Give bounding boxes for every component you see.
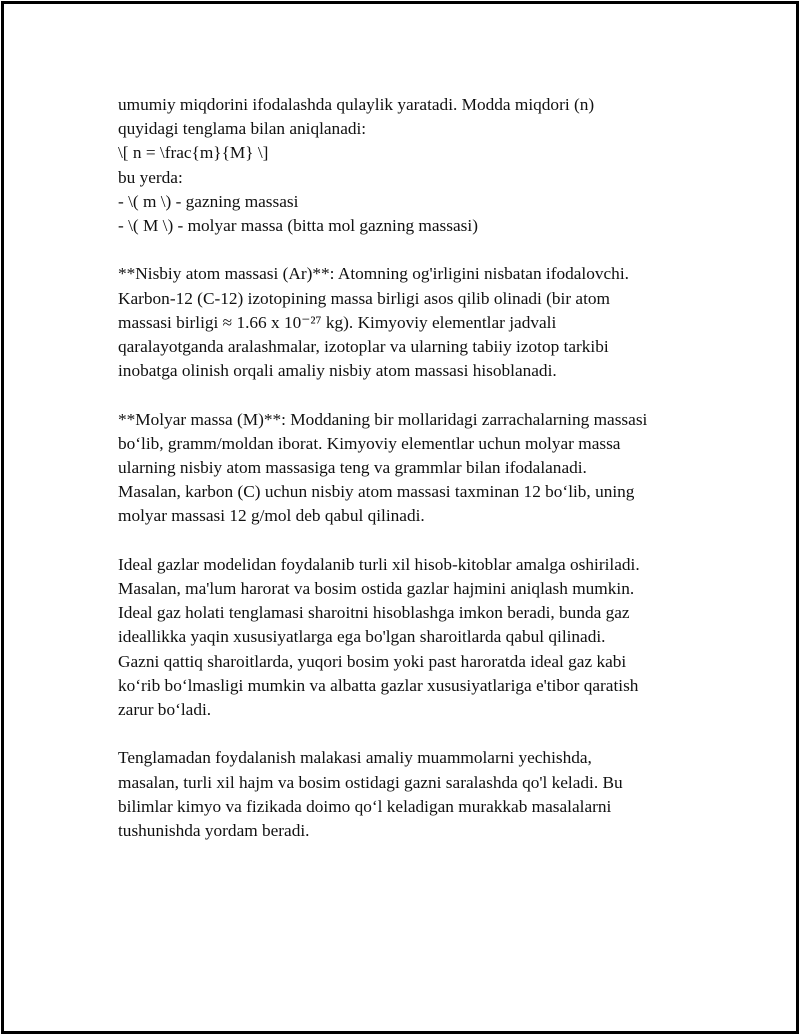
text-line: qaralayotganda aralashmalar, izotoplar va ularning tabiiy izotop tarkibi xyxy=(118,337,609,357)
text-line: ularning nisbiy atom massasiga teng va grammlar bilan ifodalanadi. xyxy=(118,458,587,478)
list-item: - \( m \) - gazning massasi xyxy=(118,191,299,211)
text-line: zarur bo‘ladi. xyxy=(118,700,212,720)
paragraph-ideal-gazlar xyxy=(118,553,698,722)
text-line: massasi birligi ≈ 1.66 x 10⁻²⁷ kg). Kimyoviy elementlar jadvali xyxy=(118,312,557,332)
paragraph-tenglamadan-foydalanish xyxy=(118,746,698,843)
text-line: bu yerda: xyxy=(118,167,183,187)
text-line: Ideal gazlar modelidan foydalanib turli xil hisob-kitoblar amalga oshiriladi. xyxy=(118,554,640,574)
text-line: quyidagi tenglama bilan aniqlanadi: xyxy=(118,119,367,139)
paragraph-modda-miqdori xyxy=(118,93,698,238)
text-line: molyar massasi 12 g/mol deb qabul qilinadi. xyxy=(118,506,425,526)
text-line: Masalan, ma'lum harorat va bosim ostida gazlar hajmini aniqlash mumkin. xyxy=(118,579,635,599)
document-body xyxy=(118,93,698,843)
text-line: Ideal gaz holati tenglamasi sharoitni hisoblashga imkon beradi, bunda gaz xyxy=(118,603,630,623)
text-line: Gazni qattiq sharoitlarda, yuqori bosim yoki past haroratda ideal gaz kabi xyxy=(118,651,627,671)
list-item: - \( M \) - molyar massa (bitta mol gazning massasi) xyxy=(118,216,478,236)
text-line: Karbon-12 (C-12) izotopining massa birligi asos qilib olinadi (bir atom xyxy=(118,288,610,308)
equation-line: \[ n = \frac{m}{M} \] xyxy=(118,143,269,163)
text-line: umumiy miqdorini ifodalashda qulaylik yaratadi. Modda miqdori (n) xyxy=(118,95,595,114)
text-line: ko‘rib bo‘lmasligi mumkin va albatta gazlar xususiyatlariga e'tibor qaratish xyxy=(118,675,639,695)
text-line: bilimlar kimyo va fizikada doimo qo‘l keladigan murakkab masalalarni xyxy=(118,796,612,816)
text-line: Tenglamadan foydalanish malakasi amaliy muammolarni yechishda, xyxy=(118,748,592,768)
text-line: Masalan, karbon (C) uchun nisbiy atom massasi taxminan 12 bo‘lib, uning xyxy=(118,482,635,502)
text-line: **Nisbiy atom massasi (Ar)**: Atomning og'irligini nisbatan ifodalovchi. xyxy=(118,264,629,284)
text-line: bo‘lib, gramm/moldan iborat. Kimyoviy elementlar uchun molyar massa xyxy=(118,433,621,453)
text-line: ideallikka yaqin xususiyatlarga ega bo'lgan sharoitlarda qabul qilinadi. xyxy=(118,627,606,647)
text-line: masalan, turli xil hajm va bosim ostidagi gazni saralashda qo'l keladi. Bu xyxy=(118,772,623,792)
text-line: tushunishda yordam beradi. xyxy=(118,821,310,841)
text-line: inobatga olinish orqali amaliy nisbiy atom massasi hisoblanadi. xyxy=(118,361,557,381)
paragraph-molyar-massa xyxy=(118,408,698,529)
text-line: **Molyar massa (M)**: Moddaning bir mollaridagi zarrachalarning massasi xyxy=(118,409,648,429)
paragraph-nisbiy-atom-massasi xyxy=(118,262,698,383)
